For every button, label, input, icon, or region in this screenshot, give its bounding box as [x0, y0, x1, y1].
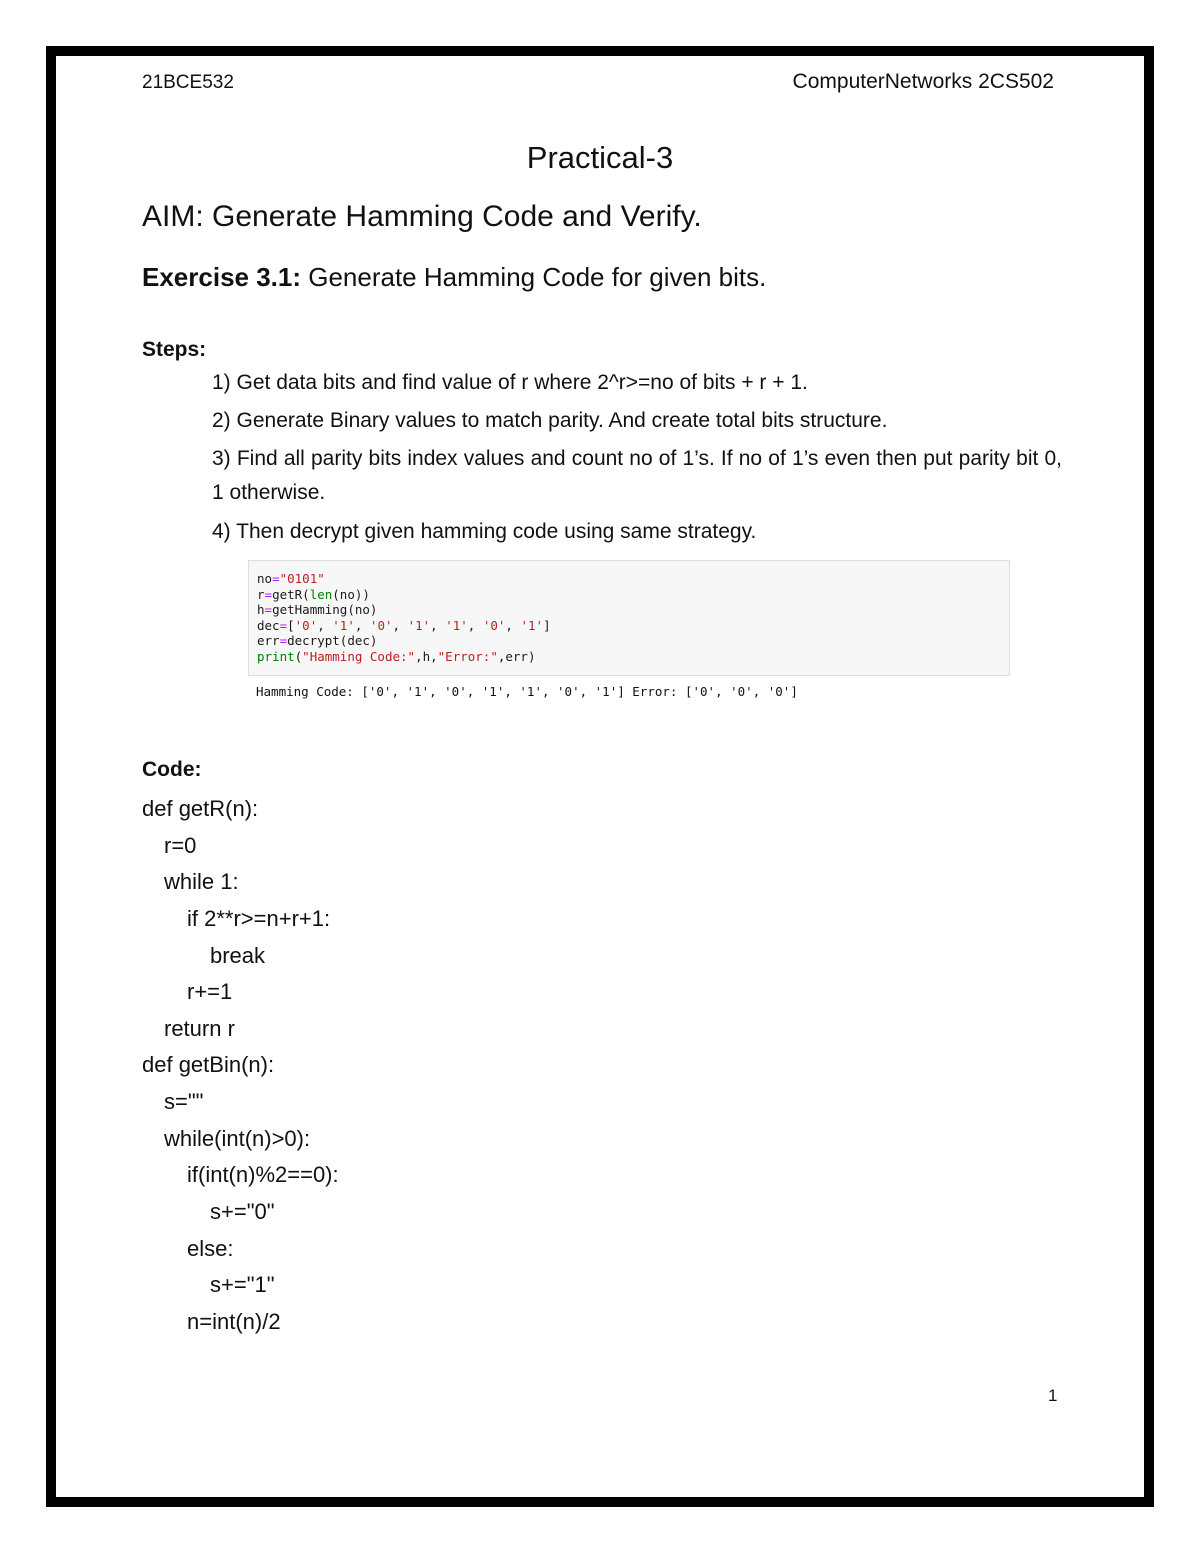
code-line: s+="1": [210, 1272, 275, 1297]
code-cell-line: r=getR(len(no)): [257, 586, 370, 602]
header-course: ComputerNetworks 2CS502: [792, 70, 1054, 93]
notebook-code-cell: [248, 560, 1010, 676]
code-cell-line: h=getHamming(no): [257, 602, 378, 617]
code-line: if(int(n)%2==0):: [187, 1162, 339, 1187]
step-item: 3) Find all parity bits index values and count no of 1’s. If no of 1’s even then put parity bit 0, 1 otherwise.: [212, 447, 1062, 504]
code-line: n=int(n)/2: [187, 1309, 281, 1334]
exercise-text: Generate Hamming Code for given bits.: [301, 262, 767, 292]
exercise-label: Exercise 3.1:: [142, 262, 302, 292]
header-roll-number: 21BCE532: [142, 72, 234, 93]
code-cell-line: print("Hamming Code:",h,"Error:",err): [257, 648, 536, 664]
code-cell-line: no="0101": [257, 571, 325, 586]
code-line: s="": [164, 1089, 204, 1114]
step-item: 1) Get data bits and find value of r where 2^r>=no of bits + r + 1.: [212, 371, 808, 394]
code-cell-line: dec=['0', '1', '0', '1', '1', '0', '1']: [257, 617, 551, 633]
practical-title: Practical-3: [526, 140, 674, 175]
code-line: else:: [187, 1236, 234, 1261]
code-line: def getR(n):: [142, 796, 259, 821]
code-label: Code:: [142, 758, 202, 781]
code-line: if 2**r>=n+r+1:: [187, 906, 331, 931]
code-line: r+=1: [187, 979, 233, 1004]
notebook-cell-output: Hamming Code: ['0', '1', '0', '1', '1', '0', '1'] Error: ['0', '0', '0']: [256, 684, 798, 699]
steps-label: Steps:: [142, 338, 207, 361]
step-item: 2) Generate Binary values to match parity. And create total bits structure.: [212, 409, 888, 432]
code-line: return r: [164, 1016, 235, 1041]
aim-heading: AIM: Generate Hamming Code and Verify.: [142, 200, 702, 233]
exercise-heading: [142, 262, 766, 293]
page-number: 1: [1048, 1386, 1058, 1405]
code-line: r=0: [164, 833, 197, 858]
code-line: s+="0": [210, 1199, 275, 1224]
step-item: 4) Then decrypt given hamming code using same strategy.: [212, 520, 757, 543]
code-line: while 1:: [164, 869, 239, 894]
code-line: break: [210, 943, 266, 968]
code-line: while(int(n)>0):: [164, 1126, 311, 1151]
code-cell-line: err=decrypt(dec): [257, 633, 378, 648]
code-line: def getBin(n):: [142, 1052, 275, 1077]
